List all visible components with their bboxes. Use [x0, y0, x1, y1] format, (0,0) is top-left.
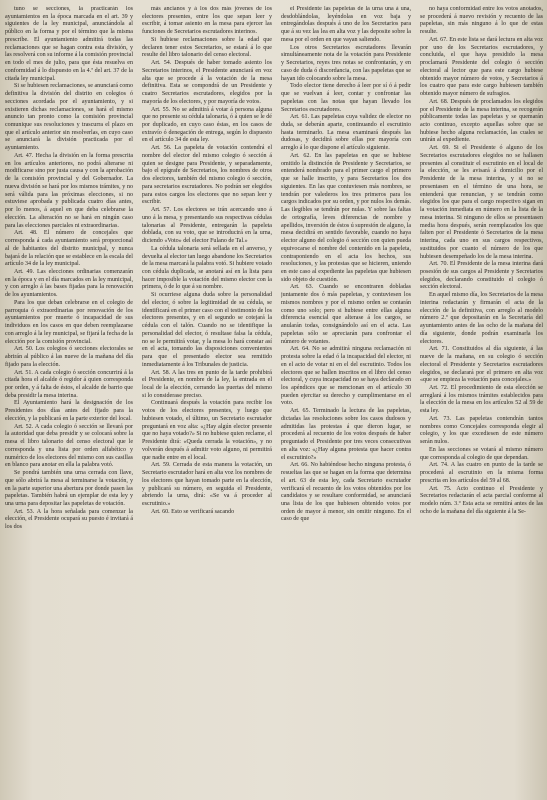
paragraph: Art. 59. Cerrada de esta manera la votación, un Secretario escrutador hará en alta voz los nombres de los electores que hayan tomado parte en la elección, y publicará su número, en seguida el Presidente, abriendo la urna, dirá: «Se va á proceder al escrutinio.»	[142, 462, 272, 507]
paragraph: Art. 63. Cuando se encontraren dobladas juntamente dos ó más papeletas, y contuviesen los mismos nombres y por el mismo orden se contarán como uno solo; pero si hubiese entre ellas alguna diferencia esencial que alterase á los cargos, se anularán todas, consignándolo así en el acta. Las papeletas sólo se apreciarán para confrontar el número de votantes.	[281, 284, 411, 345]
paragraph: Art. 56. La papeleta de votación contendrá el nombre del elector del mismo colegio ó sección á quien se designe para Presidente, y separadamente, bajo el epígrafe de Secretarios, los nombres de otros dos electores, también del mismo colegio ó sección, para secretarios escrutadores. No podrán ser elegidos para estos cargos los electores que no sepan leer y escribir.	[142, 145, 272, 206]
paragraph: Los otros Secretarios escrutadores llevarán simultáneamente nota de la votación para Presidente y Secretarios, reyes tres notas se confrontarán, y en caso de duda ó discordancia, con las papeletas que se hayan ido colocando sobre la mesa.	[281, 44, 411, 82]
paragraph: Art. 49. Las elecciones ordinarias comenzarán en la época y en el día marcados en la ley municipal, y con arreglo á las bases fijadas para la renovación de los ayuntamientos.	[5, 268, 133, 299]
paragraph: Art. 60. Esto se verificará sacando	[151, 508, 235, 515]
paragraph: Art. 72. El procedimiento de esta elección se arreglará á los mismos trámites establecidos para la elección de la mesa en los artículos 52 al 59 de esta ley.	[420, 384, 543, 415]
paragraph: Para los que deban celebrarse en el colegio de parroquia ó extraordinarias por renovación de los ayuntamientos por muerte ó incapacidad de sus individuos en los casos en que deben reemplazarse con arreglo á la ley municipal, se fijará la fecha de la elección por la comisión provincial.	[5, 299, 133, 345]
paragraph: Art. 65. Terminado la lectura de las papeletas, dictadas las resoluciones sobre los casos dudosos y admitidas las protestas á que dieron lugar, se procederá al recuento de los votos después de haber preguntado el Presidente por tres veces consecutivas en alta voz: «¿Hay alguna protesta que hacer contra el escrutinio?»	[281, 408, 411, 461]
paragraph: el Presidente las papeletas de la urna una á una, desdoblándolas, leyéndolas en voz baja y entregándolas después á uno de los Secretarios para que á su vez las lea en alta voz y las deposite sobre la mesa por el orden en que vayan saliendo.	[281, 6, 411, 43]
paragraph: no haya conformidad entre los votos anotados, se procederá á nuevo revisión y recuento de las papeletas, sin más ninguno á lo que de estas resulte.	[420, 6, 543, 36]
paragraph: más ancianos y á los dos más jóvenes de los electores presentes, entre los que sepan leer y escribir, á tomar asiento en la mesa para ejercer las funciones de Secretarios escrutadores interinos.	[142, 6, 272, 36]
text-column-1	[5, 6, 133, 796]
text-column-2	[142, 6, 272, 796]
paragraph: Art. 66. No habiéndose hecho ninguna protesta, ó resueltas las que se hagan en la forma que determina el art. 63 de esta ley, cada Secretario escrutador verificará el recuento de los votos obtenidos por los candidatos y se resultare conformidad, se anunciará una lista de los que hubiesen obtenido votos por orden de mayor á menor, sin omitir ninguno. En el caso de que	[281, 462, 411, 523]
paragraph: Art. 69. Si el Presidente ó alguno de los Secretarios escrutadores elegidos no se hallasen presentes al constituir el escrutinio en el local de la elección, se les avisará á domicilio por el Presidente de la mesa interina, y si no se presentasen en el término de una hora, se entenderá que renuncian, y se tendrán como elegidos los que para el cargo respectivo sigan en la votación inmediata en número en la lista de la mesa interina. Si ninguno de ellos se presentasen media hora después, serán reemplazados los que falten por el Presidente ó Secretarios de la mesa interina, cada uno en sus cargos respectivos, sustituidos por cuanto el número de los que hubiesen desempeñado los de la mesa interina.	[420, 145, 543, 260]
paragraph: tuno se secciones, la practicarán los ayuntamientos en la época marcada en el art. 39 y siguientes de la ley municipal, anunciándola al público en la forma y por el término que la misma prescribe. El ayuntamiento admitirá todas las reclamaciones que se hagan contra esta división, y las resolverá con su informe á la comisión provincial en todo el mes de julio, para que ésta resuelva en conformidad á lo dispuesto en la 4.ª del art. 37 de la citada ley municipal.	[5, 6, 133, 82]
paragraph: Art. 53. A la hora señalada para comenzar la elección, el Presidente ocupará su puesto é invitará á los dos	[5, 508, 133, 531]
paragraph: Art. 75. Acto continuo el Presidente y Secretarios redactarán el acta parcial conforme al modelo núm. 3.º Esta acta se remitirá antes de las ocho de la mañana del día siguiente á la Se-	[420, 485, 543, 515]
paragraph: Si hubiese reclamaciones sobre la edad que declaren tener estos Secretarios, se estará á lo que resulte del libro talonario del censo electoral.	[142, 36, 272, 59]
paragraph: En las secciones se votará al mismo número que corresponda al colegio de que dependan.	[420, 446, 543, 461]
text-column-3	[281, 6, 411, 796]
paragraph: En aquel mismo día, los Secretarios de la mesa interina redactarán y firmarán el acta de la elección de la definitiva, con arreglo al modelo número 2.º que depositarán en la Secretaría del ayuntamiento antes de las ocho de la mañana del día siguiente, donde podrán examinarla los electores.	[420, 292, 543, 345]
paragraph: Art. 64. No se admitirá ninguna reclamación ni protesta sobre la edad ó la incapacidad del elector, ni en el acto de votar ni en el del escrutinio. Todos los electores que se hallen inscritos en el libro del censo electoral, y cuya incapacidad no se haya declarado en los apéndices que se mencionan en el artículo 30 pueden ejercitar su derecho y cumplimentarse en el voto.	[281, 346, 411, 407]
paragraph: Art. 54. Después de haber tomado asiento los Secretarios interinos, el Presidente anunciará en voz alta que se procede á la votación de la mesa definitiva. Esta se compondrá de un Presidente y cuatro Secretarios escrutadores, elegidos por la mayoría de los electores, y por mayoría de votos.	[142, 60, 272, 105]
paragraph: Art. 52. A cada colegio ó sección se llevará por la autoridad que deba presidir y se colocará sobre la mesa el libro talonario del censo electoral que le corresponda y una lista por orden alfabético y numérico de los electores del mismo con sus casillas en blanco para anotar en ella la palabra votó.	[5, 423, 133, 469]
paragraph: Se pondrá también una urna cerrada con llave, que sólo abrirá la mesa al terminarse la votación, y en la parte superior una abertura por donde pasen las papeletas. También habrá un ejemplar de esta ley y una urna para depositar las papeletas de votación.	[5, 470, 133, 507]
paragraph: La cédula talonaria será sellada en el anverso, y devuelta al elector tan luego abandone los Secretarios de la mesa marcará la palabra votó. Si hubiere votado con cédula duplicada, se anotará así en la lista para hacer imposible la votación del mismo elector con la primera, ó de lo que á su nombre.	[142, 245, 272, 291]
paragraph: Art. 68. Después de proclamados los elegidos por el Presidente de la mesa interina, se recogerán públicamente todas las papeletas y se quemarán acto continuo, excepto aquellas sobre que se hubiese hecho alguna reclamación, las cuales se unirán al expediente.	[420, 98, 543, 144]
paragraph: Art. 47. Hecha la división en la forma prescrita en los artículos anteriores, no podrá alterarse ni modificarse sino por justa causa y con la aprobación de la comisión provincial y del Gobernador. La nueva división se hará por los mismos trámites, y no será válida para las próximas elecciones, si no estuviese aprobada y publicada cuatro días antes, por lo menos, á aquel en que deba celebrarse la elección. La alteración no se hará en ningún caso para las elecciones parciales ni extraordinarias.	[5, 152, 133, 229]
paragraph: El Ayuntamiento hará la designación de los Presidentes dos días antes del fijado para la elección, y la publicará en la parte exterior del local.	[5, 400, 133, 422]
paragraph: Art. 70. El Presidente de la mesa interina dará posesión de sus cargos al Presidente y Secretarios elegidos, declarando constituido el colegio ó sección electoral.	[420, 261, 543, 291]
paragraph: Si se hubiesen reclamaciones, se anunciará como definitiva la división del distrito en colegios ó secciones acordada por el ayuntamiento, y si existieren dichas reclamaciones, se hará el mismo anuncio tan pronto como la comisión provincial comunique sus resoluciones y trascurra el plazo en que el artículo anterior sin resolverlas, en cuyo caso se anunciará la división practicada por el ayuntamiento.	[5, 83, 133, 152]
paragraph: Art. 57. Los electores se irán acercando uno á uno á la mesa, y presentando sus respectivas cédulas talonarias al Presidente, entregarán la papeleta doblada, con su voto, que se introducirá en la urna, diciendo «Voto» del elector Fulano de Tal.»	[142, 207, 272, 245]
paragraph: Art. 74. A las cuatro en punto de la tarde se procederá al escrutinio en la misma forma prescrita en los artículos del 59 al 68.	[420, 462, 543, 484]
paragraph: Continuará después la votación para recibir los votos de los electores presentes, y luego que hubiesen votado, el último, un Secretario escrutador preguntará en voz alta: «¿Hay algún elector presente que no haya votado?» Si no hubiese quien reclame, el Presidente dirá: «Queda cerrada la votación», y no volverán después á admitir voto alguno, ni permitirá que nadie entre en el local.	[142, 400, 272, 461]
paragraph: Art. 71. Constituidos al día siguiente, á las nueve de la mañana, en su colegio ó sección electoral el Presidente y Secretarios escrutadores elegidos, se declarará por el primero en alta voz «que se empieza la votación para concejales.»	[420, 346, 543, 384]
paragraph: Art. 50. Los colegios ó secciones electorales se abrirán al público á las nueve de la mañana del día fijado para la elección.	[5, 346, 133, 368]
text-column-4	[420, 6, 543, 796]
paragraph: Art. 61. Las papeletas cuya validez de elector no duda, se deberán aparte, continuando el escrutinio hasta terminarlo. La mesa examinará después las dudosas, y decidirá sobre ellas por mayoría con arreglo á lo que dispone el artículo siguiente.	[281, 114, 411, 152]
paragraph: Art. 48. El número de concejales que corresponda á cada ayuntamiento será proporcional al de habitantes del distrito municipal, y nunca bajará de la relación que se establece en la escala del artículo 34 de la ley municipal.	[5, 230, 133, 268]
paragraph: Todo elector tiene derecho á leer por sí ó á pedir que se vuelvan á leer, contar y confrontar las papeletas con las notas que hayan llevado los Secretarios escrutadores.	[281, 83, 411, 113]
paragraph: Art. 51. A cada colegio ó sección concurrirá á la citada hora el alcalde ó regidor á quien corresponda por orden, y á falta de éstos, el alcalde de barrio que deba presidir la mesa interina.	[5, 369, 133, 399]
paragraph: Art. 62. En las papeletas en que se hubiese omitido la distinción de Presidente y Secretarios, se entenderá nombrado para el primer cargo el primero que se halle inscrito, y para Secretarios los dos siguientes. En las que contuviesen más nombres, se tendrán por valederos los tres primeros para los cargos indicados por su orden, y por nulos los demás. Las ilegibles se tendrán por nulas. Y sobre las faltas de ortografía, leves diferencias de nombre y apellidos, inversión de éstos ú supresión de alguno, la mesa decidirá en sentido favorable, cuando no haya elector alguno del colegio ó sección con quien pueda equivocarse el nombre del contenido en la papeleta, contraponiendo en el acta los hechos, sus resoluciones, y las protestas que se hicieren, uniendo en este caso al expediente las papeletas que hubiesen sido objeto de cuestión.	[281, 152, 411, 283]
paragraph: Art. 73. Las papeletas contendrán tantos nombres como Concejales corresponda elegir al colegio, y los que excediesen de este número serán nulos.	[420, 415, 543, 446]
paragraph: Si ocurriese alguna duda sobre la personalidad del elector, ó sobre la legitimidad de su cédula, se identificará en el primer caso con el testimonio de los electores presentes, y en el segundo se cotejará la cédula con el talón. Cuando no se identifique la personalidad del elector, ó resultase falsa la cédula, no se le permitirá votar, y la mesa lo hará constar así en el acta, tomando las disposiciones convenientes para que el presentado elector sea remitido inmediatamente á los Tribunales de justicia.	[142, 292, 272, 368]
paragraph: Art. 67. En este lista se dará lectura en alta voz por uno de los Secretarios escrutadores, y concluida, el que haya presidido la mesa proclamará Presidente del colegio ó sección electoral al lector que para este cargo hubiese obtenido mayor número de votos, y Secretarios á los cuatro que para este cargo hubiesen también obtenido mayor número de sufragios.	[420, 36, 543, 98]
paragraph: Art. 58. A las tres en punto de la tarde prohibirá el Presidente, en nombre de la ley, la entrada en el local de la elección, cerrando las puertas del mismo si lo considerase preciso.	[142, 369, 272, 399]
paragraph: Art. 55. No se admitirá á votar á persona alguna que no presente su cédula talonaria, ó á quien se le dé por duplicado, en cuyo caso éstas, en los casos de extravío ó denegación de entrega, según lo dispuesto en el artículo 34 de esta ley.	[142, 106, 272, 144]
